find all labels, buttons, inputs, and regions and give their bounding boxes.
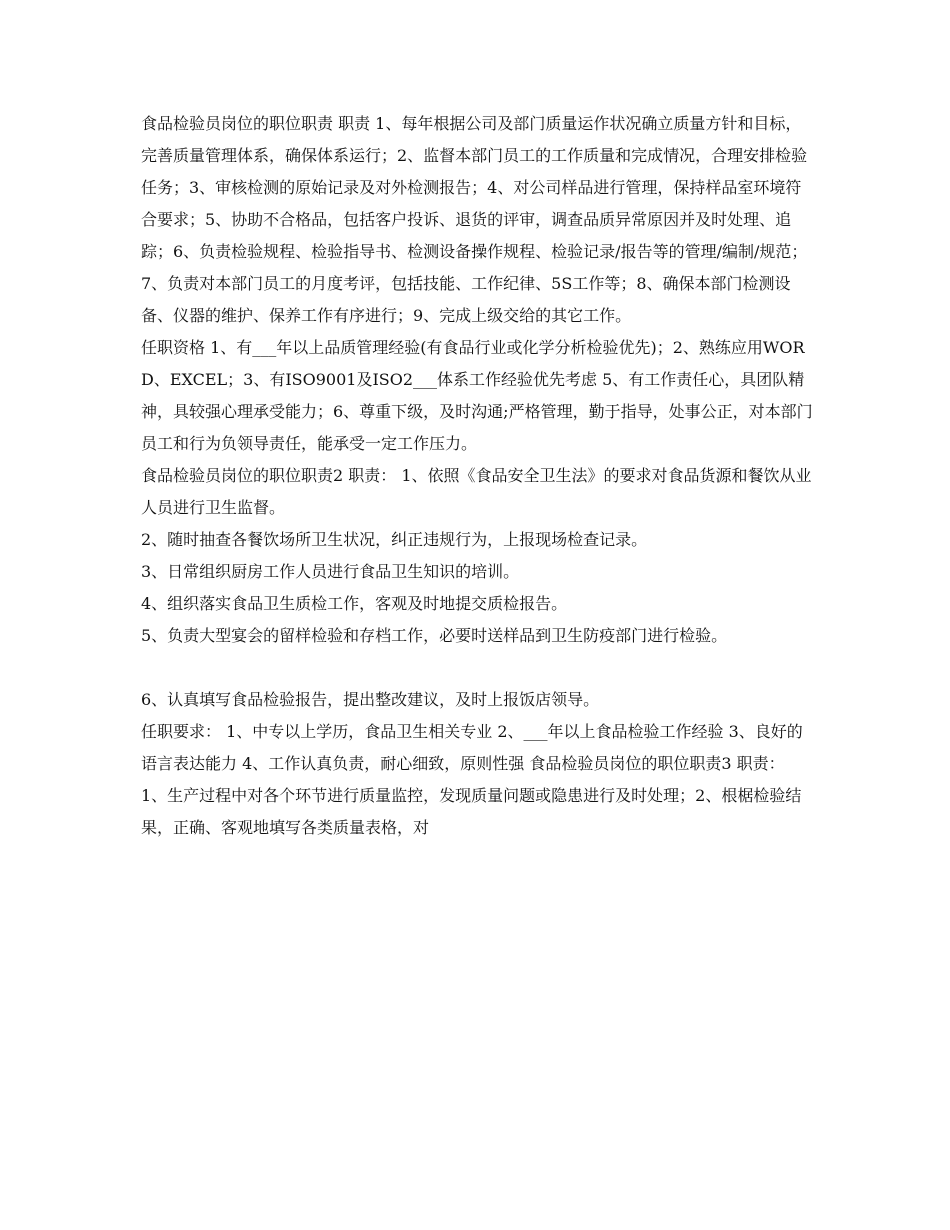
document-body: [141, 108, 813, 844]
paragraph-duty-item-2: 2、随时抽查各餐饮场所卫生状况，纠正违规行为，上报现场检查记录。: [141, 530, 648, 549]
paragraph-qualifications-1: 任职资格 1、有___年以上品质管理经验(有食品行业或化学分析检验优先)；2、熟练应用WORD、EXCEL；3、有ISO9001及ISO2___体系工作经验优先考虑 5、有工作责任心，具团队精神，具较强心理承受能力；6、尊重下级，及时沟通;严格管理，勤于指导，处事公正，对本部门员工和行为负领导责任，能承受一定工作压力。: [141, 338, 813, 453]
paragraph-duty-item-3: 3、日常组织厨房工作人员进行食品卫生知识的培训。: [141, 562, 520, 581]
paragraph-requirements-and-duties-3: 任职要求： 1、中专以上学历，食品卫生相关专业 2、___年以上食品检验工作经验 3、良好的语言表达能力 4、工作认真负责，耐心细致，原则性强 食品检验员岗位的职位职责3 职责： 1、生产过程中对各个环节进行质量监控，发现质量问题或隐患进行及时处理；2、根椐检验结果，正确、客观地填写各类质量表格，对: [141, 722, 803, 837]
paragraph-duty-item-6: 6、认真填写食品检验报告，提出整改建议，及时上报饭店领导。: [141, 690, 600, 709]
paragraph-duties-1: 食品检验员岗位的职位职责 职责 1、每年根据公司及部门质量运作状况确立质量方针和目标，完善质量管理体系，确保体系运行；2、监督本部门员工的工作质量和完成情况，合理安排检验任务；3、审核检测的原始记录及对外检测报告；4、对公司样品进行管理，保持样品室环境符合要求；5、协助不合格品，包括客户投诉、退货的评审，调查品质异常原因并及时处理、追踪；6、负责检验规程、检验指导书、检测设备操作规程、检验记录/报告等的管理/编制/规范；7、负责对本部门员工的月度考评，包括技能、工作纪律、5S工作等；8、确保本部门检测设备、仪器的维护、保养工作有序进行；9、完成上级交给的其它工作。: [141, 114, 808, 325]
paragraph-gap: [141, 652, 813, 684]
paragraph-duty-item-5: 5、负责大型宴会的留样检验和存档工作，必要时送样品到卫生防疫部门进行检验。: [141, 626, 728, 645]
paragraph-duties-2: 食品检验员岗位的职位职责2 职责： 1、依照《食品安全卫生法》的要求对食品货源和餐饮从业人员进行卫生监督。: [141, 466, 812, 517]
paragraph-duty-item-4: 4、组织落实食品卫生质检工作，客观及时地提交质检报告。: [141, 594, 568, 613]
